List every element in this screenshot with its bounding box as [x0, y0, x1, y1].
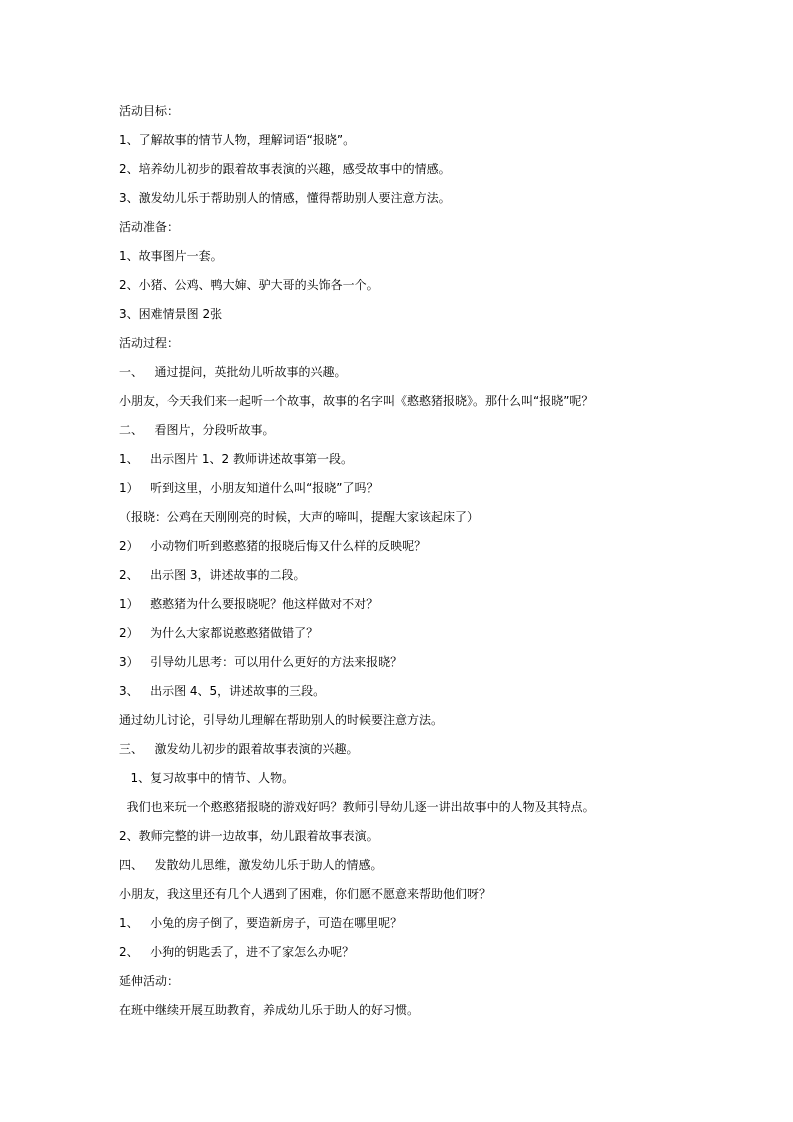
- text-line: 小朋友，我这里还有几个人遇到了困难，你们愿不愿意来帮助他们呀？: [119, 887, 492, 901]
- text-line: 1、复习故事中的情节、人物。: [119, 771, 295, 785]
- text-line: 我们也来玩一个憨憨猪报晓的游戏好吗？教师引导幼儿逐一讲出故事中的人物及其特点。: [119, 800, 595, 814]
- goal-item-1: 1、了解故事的情节人物，理解词语“报晓”。: [119, 133, 356, 147]
- heading-activity-preparation: 活动准备：: [119, 220, 180, 234]
- process-section-4: 四、 发散幼儿思维，激发幼儿乐于助人的情感。: [119, 858, 383, 872]
- text-line: （报晓：公鸡在天刚刚亮的时候，大声的啼叫，提醒大家该起床了）: [119, 510, 480, 524]
- preparation-item-1: 1、故事图片一套。: [119, 249, 223, 263]
- text-line: 小朋友，今天我们来一起听一个故事，故事的名字叫《憨憨猪报晓》。那什么叫“报晓”呢？: [119, 394, 594, 408]
- text-line: 3、 出示图 4、5，讲述故事的三段。: [119, 684, 326, 698]
- text-line: 2） 为什么大家都说憨憨猪做错了？: [119, 626, 319, 640]
- goal-item-3: 3、激发幼儿乐于帮助别人的情感，懂得帮助别人要注意方法。: [119, 191, 451, 205]
- text-line: 3） 引导幼儿思考：可以用什么更好的方法来报晓？: [119, 655, 403, 669]
- process-section-3: 三、 激发幼儿初步的跟着故事表演的兴趣。: [119, 742, 359, 756]
- preparation-item-2: 2、小猪、公鸡、鸭大婶、驴大哥的头饰各一个。: [119, 278, 379, 292]
- text-line: 通过幼儿讨论，引导幼儿理解在帮助别人的时候要注意方法。: [119, 713, 444, 727]
- text-line: 2、 出示图 3，讲述故事的二段。: [119, 568, 306, 582]
- text-line: 1） 憨憨猪为什么要报晓呢？他这样做对不对？: [119, 597, 379, 611]
- process-section-2: 二、 看图片，分段听故事。: [119, 423, 275, 437]
- text-line: 在班中继续开展互助教育，养成幼儿乐于助人的好习惯。: [119, 1003, 420, 1017]
- preparation-item-3: 3、困难情景图 2张: [119, 307, 223, 321]
- text-line: 2、教师完整的讲一边故事，幼儿跟着故事表演。: [119, 829, 379, 843]
- text-line: 2） 小动物们听到憨憨猪的报晓后悔又什么样的反映呢？: [119, 539, 427, 553]
- text-line: 2、 小狗的钥匙丢了，进不了家怎么办呢？: [119, 945, 355, 959]
- text-line: 1） 听到这里，小朋友知道什么叫“报晓”了吗？: [119, 481, 379, 495]
- heading-activity-goals: 活动目标：: [119, 104, 180, 118]
- text-line: 1、 小兔的房子倒了，要造新房子，可造在哪里呢？: [119, 916, 403, 930]
- process-section-1: 一、 通过提问，英批幼儿听故事的兴趣。: [119, 365, 347, 379]
- goal-item-2: 2、培养幼儿初步的跟着故事表演的兴趣，感受故事中的情感。: [119, 162, 451, 176]
- text-line: 1、 出示图片 1、2 教师讲述故事第一段。: [119, 452, 353, 466]
- heading-extension-activity: 延伸活动：: [119, 974, 180, 988]
- heading-activity-process: 活动过程：: [119, 336, 180, 350]
